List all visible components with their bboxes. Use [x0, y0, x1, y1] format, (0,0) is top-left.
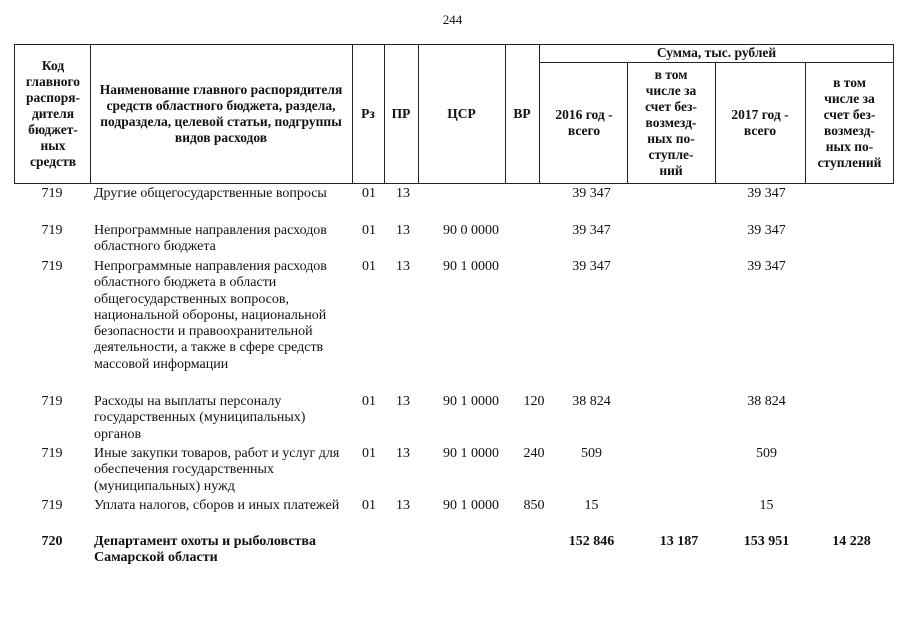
pr-cell: 13 [396, 446, 410, 461]
code-cell: 719 [41, 223, 63, 238]
header-sum: Сумма, тыс. рублей [656, 45, 777, 60]
header-2016-grants: в том числе за счет без-возмезд-ных по-ступле-ний [645, 67, 697, 178]
vr-cell: 850 [523, 498, 545, 513]
vr-cell: 240 [523, 446, 545, 461]
rz-cell: 01 [362, 223, 376, 238]
rz-cell: 01 [362, 498, 376, 513]
sum-2016-cell: 39 347 [572, 223, 611, 238]
sum-2016-cell: 39 347 [572, 186, 611, 201]
header-rz: Рз [361, 106, 375, 121]
pr-cell: 13 [396, 223, 410, 238]
header-2017-total: 2017 год - всего [731, 107, 789, 138]
pr-cell: 13 [396, 186, 410, 201]
csr-cell: 90 1 0000 [443, 394, 499, 409]
grants-2016-cell: 13 187 [659, 534, 699, 549]
sum-2017-cell: 39 347 [747, 259, 786, 274]
code-cell: 719 [41, 186, 63, 201]
name-cell: Уплата налогов, сборов и иных платежей [94, 498, 340, 513]
header-2017-grants: в том числе за счет без-возмезд-ных по-ступлений [817, 75, 882, 170]
rz-cell: 01 [362, 394, 376, 409]
code-cell: 719 [41, 498, 63, 513]
rz-cell: 01 [362, 446, 376, 461]
sum-2016-cell: 38 824 [572, 394, 611, 409]
sum-2017-cell: 153 951 [743, 534, 790, 549]
rz-cell: 01 [362, 186, 376, 201]
name-cell: Расходы на выплаты персоналу государственных (муниципальных) органов [94, 394, 306, 442]
sum-2017-cell: 509 [756, 446, 777, 461]
header-2016-total: 2016 год - всего [555, 107, 613, 138]
header-vr: ВР [513, 106, 531, 121]
sum-2016-cell: 15 [584, 498, 599, 513]
sum-2017-cell: 39 347 [747, 223, 786, 238]
code-cell: 719 [41, 394, 63, 409]
page-number: 244 [442, 12, 463, 27]
pr-cell: 13 [396, 498, 410, 513]
sum-2016-cell: 39 347 [572, 259, 611, 274]
pr-cell: 13 [396, 394, 410, 409]
grants-2017-cell: 14 228 [832, 534, 871, 549]
sum-2016-cell: 509 [581, 446, 602, 461]
header-code: Код главного распоря-дителя бюджет-ных средств [25, 58, 81, 169]
name-cell: Непрограммные направления расходов областного бюджета в области общегосударственных вопросов, национальной обороны, национальной безопасности и правоохранительной деятельности, а также в сфере средств массовой информации [94, 259, 327, 372]
csr-cell: 90 1 0000 [443, 446, 499, 461]
csr-cell: 90 0 0000 [443, 223, 499, 238]
code-cell: 719 [41, 259, 63, 274]
header-name: Наименование главного распорядителя средств областного бюджета, раздела, подраздела, целевой статьи, подгруппы видов расходов [99, 82, 343, 145]
sum-2016-cell: 152 846 [568, 534, 615, 549]
name-cell: Непрограммные направления расходов областного бюджета [94, 223, 327, 255]
sum-2017-cell: 38 824 [747, 394, 786, 409]
name-cell: Другие общегосударственные вопросы [94, 186, 327, 201]
sum-2017-cell: 39 347 [747, 186, 786, 201]
csr-cell: 90 1 0000 [443, 498, 499, 513]
csr-cell: 90 1 0000 [443, 259, 499, 274]
sum-2017-cell: 15 [759, 498, 774, 513]
name-cell: Департамент охоты и рыболовства Самарской области [94, 534, 316, 566]
name-cell: Иные закупки товаров, работ и услуг для обеспечения государственных (муниципальных) нужд [94, 446, 340, 494]
header-pr: ПР [391, 106, 411, 121]
rz-cell: 01 [362, 259, 376, 274]
header-csr: ЦСР [447, 106, 476, 121]
code-cell: 720 [41, 534, 63, 549]
pr-cell: 13 [396, 259, 410, 274]
vr-cell: 120 [523, 394, 545, 409]
code-cell: 719 [41, 446, 63, 461]
